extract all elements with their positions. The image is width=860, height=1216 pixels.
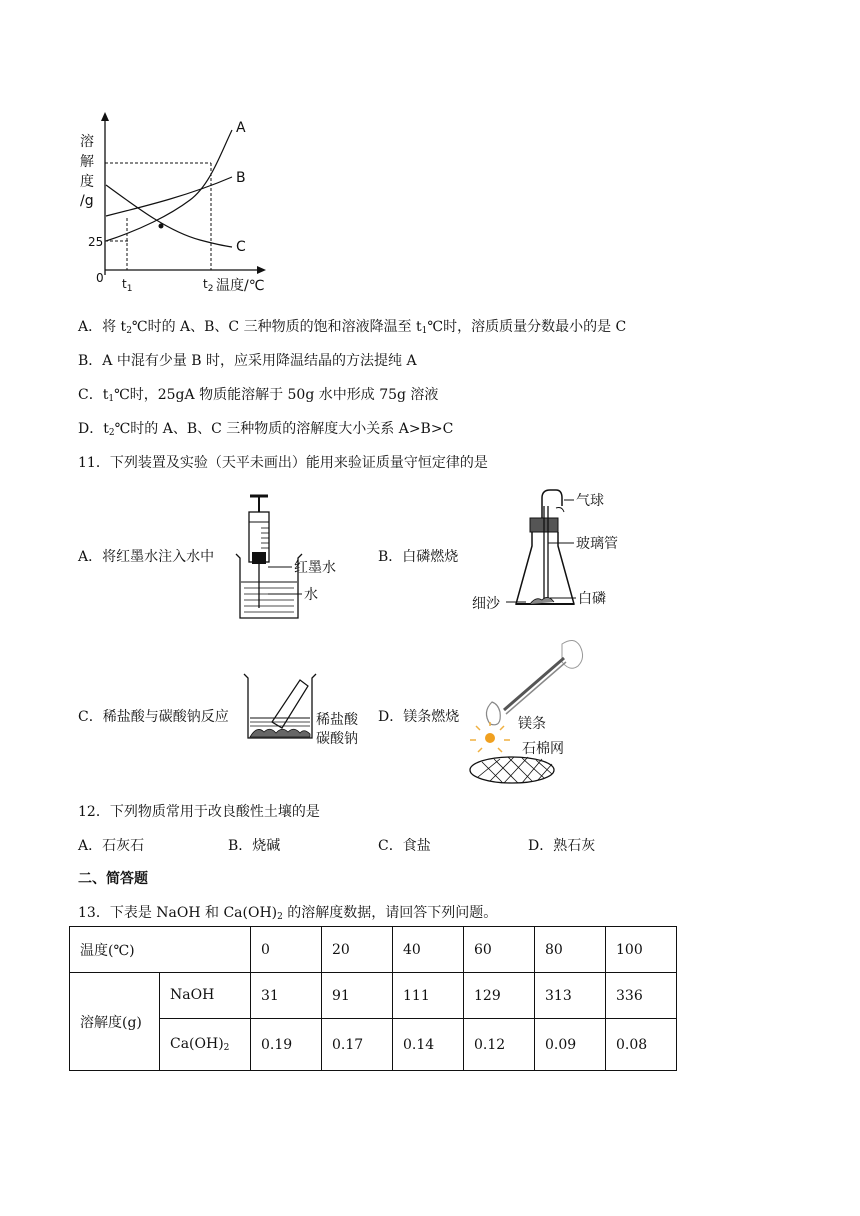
q11-option-c: C．稀盐酸与碳酸钠反应 [78, 709, 229, 725]
fig-b-label-glass-tube: 玻璃管 [576, 536, 618, 552]
temp-cell: 0 [251, 927, 322, 973]
table-cell: 0.09 [535, 1019, 606, 1071]
temp-cell: 40 [393, 927, 464, 973]
table-cell: 0.14 [393, 1019, 464, 1071]
y-axis-label-1: 溶 [80, 134, 94, 150]
q12-option-c: C．食盐 [378, 838, 431, 854]
q10-option-b: B．A 中混有少量 B 时，应采用降温结晶的方法提纯 A [78, 353, 417, 369]
q12-option-d: D．熟石灰 [528, 838, 596, 854]
fig-a-label-water: 水 [304, 587, 318, 603]
solubility-group-label: 溶解度(g) [70, 973, 160, 1071]
table-row [70, 973, 677, 1019]
table-cell: 313 [535, 973, 606, 1019]
x-axis-arrow [257, 266, 266, 274]
table-header-row [70, 927, 677, 973]
fig-a-label-red-ink: 红墨水 [294, 560, 336, 576]
table-row [70, 1019, 677, 1071]
q12-option-b: B．烧碱 [228, 838, 281, 854]
fig-magnesium-burning [462, 632, 592, 788]
q11-stem: 11．下列装置及实验（天平未画出）能用来验证质量守恒定律的是 [78, 455, 488, 471]
table-cell: 129 [464, 973, 535, 1019]
q11-option-a: A．将红墨水注入水中 [78, 549, 215, 565]
fig-d-label-magnesium: 镁条 [518, 716, 546, 732]
fig-beaker-test-tube [242, 668, 372, 748]
fig-b-label-balloon: 气球 [576, 493, 604, 509]
table-cell: 91 [322, 973, 393, 1019]
y-axis-label-3: 度 [80, 174, 94, 190]
x-tick-t2: $t_2$ [203, 277, 214, 294]
temp-cell: 20 [322, 927, 393, 973]
q13-stem: 13．下表是 NaOH 和 $Ca(OH)_2$ 的溶解度数据，请回答下列问题。 [78, 905, 498, 922]
y-tick-25: 25 [88, 235, 104, 249]
fig-d-label-asbestos-gauze: 石棉网 [522, 741, 564, 757]
curve-b-label: B [236, 170, 246, 186]
q12-option-a: A．石灰石 [78, 838, 145, 854]
curve-a [106, 130, 232, 241]
fig-syringe-beaker [228, 492, 358, 622]
solubility-graph [70, 110, 285, 300]
intersection-dot [159, 224, 164, 229]
y-axis-arrow [101, 112, 109, 121]
q10-option-c: C．$t_1℃$时，25gA 物质能溶解于 50g 水中形成 75g 溶液 [78, 387, 439, 404]
temp-cell: 80 [535, 927, 606, 973]
substance-name: $Ca(OH)_2$ [160, 1019, 251, 1071]
q12-stem: 12．下列物质常用于改良酸性土壤的是 [78, 804, 320, 820]
y-axis-label-2: 解 [80, 154, 94, 170]
curve-a-label: A [236, 120, 246, 136]
curve-b [106, 177, 232, 216]
q11-option-d: D．镁条燃烧 [378, 709, 460, 725]
table-cell: 0.08 [606, 1019, 677, 1071]
fig-b-label-white-phosphorus: 白磷 [578, 591, 606, 607]
curve-c-label: C [236, 239, 246, 255]
table-cell: 0.12 [464, 1019, 535, 1071]
table-cell: 111 [393, 973, 464, 1019]
temp-cell: 100 [606, 927, 677, 973]
x-axis-label: 温度/℃ [216, 278, 265, 294]
temp-cell: 60 [464, 927, 535, 973]
q11-option-b: B．白磷燃烧 [378, 549, 459, 565]
fig-c-label-sodium-carbonate: 碳酸钠 [316, 731, 358, 747]
q10-option-d: D．$t_2℃$时的 A、B、C 三种物质的溶解度大小关系 A>B>C [78, 421, 454, 438]
temp-header: 温度(℃) [70, 927, 251, 973]
fig-c-label-dilute-hcl: 稀盐酸 [316, 712, 358, 728]
curve-c [106, 185, 232, 247]
solubility-table [69, 926, 677, 1071]
y-axis-label-4: /g [80, 193, 94, 209]
origin-label: 0 [96, 271, 104, 285]
x-tick-t1: $t_1$ [122, 277, 133, 294]
table-cell: 0.17 [322, 1019, 393, 1071]
fig-b-label-fine-sand: 细沙 [472, 596, 500, 612]
substance-name: NaOH [160, 973, 251, 1019]
q10-option-a: A．将 $t_2℃$时的 A、B、C 三种物质的饱和溶液降温至 $t_1℃$时，溶质质量分数最小的是 C [78, 319, 627, 336]
table-cell: 0.19 [251, 1019, 322, 1071]
table-cell: 336 [606, 973, 677, 1019]
fig-flask-phosphorus [470, 488, 640, 616]
table-cell: 31 [251, 973, 322, 1019]
section-heading: 二、简答题 [78, 871, 148, 887]
